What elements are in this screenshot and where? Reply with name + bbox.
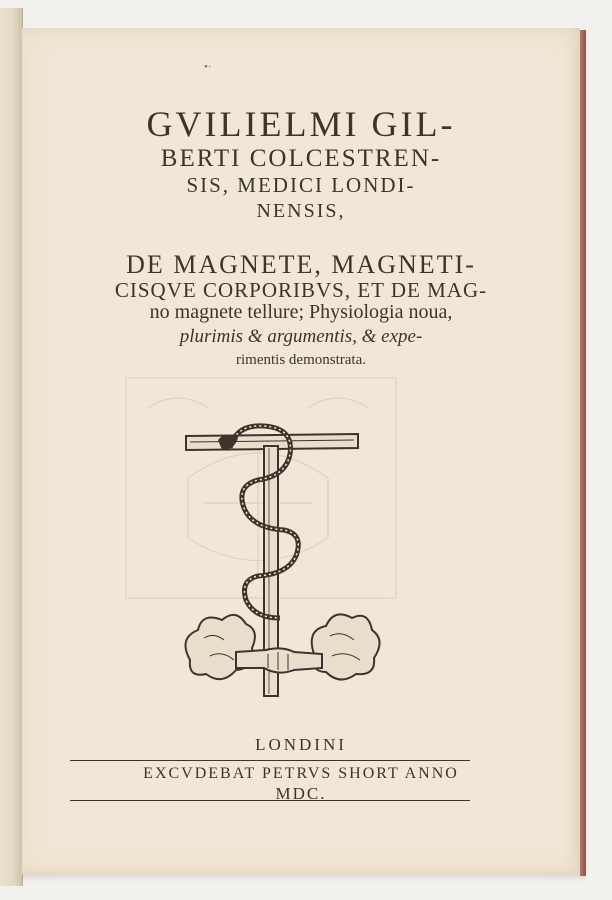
author-line-1: GVILIELMI GIL- [146,104,456,144]
title-line-5: rimentis demonstrata. [236,352,366,368]
serpent-staff-emblem-icon [118,368,488,708]
title-line-4: plurimis & argumentis, & expe- [179,326,423,347]
imprint-city: LONDINI [255,735,347,754]
imprint-printer: EXCVDEBAT PETRVS SHORT ANNO [143,765,459,782]
author-line-3: SIS, MEDICI LONDI- [186,173,416,197]
title-line-3: no magnete tellure; Physiologia noua, [149,301,453,323]
author-line-2: BERTI COLCESTREN- [160,145,442,172]
title-line-2: CISQVE CORPORIBVS, ET DE MAG- [114,278,488,302]
page-fore-edge [580,30,586,876]
imprint-rule-top [70,760,470,761]
facing-page-edge [0,8,23,886]
page-shadow [22,874,586,882]
imprint-year: MDC. [275,784,327,803]
ink-stain: •· [204,61,212,73]
title-line-1: DE MAGNETE, MAGNETI- [126,250,476,279]
imprint-rule-bottom [70,800,470,801]
author-line-4: NENSIS, [256,200,346,222]
